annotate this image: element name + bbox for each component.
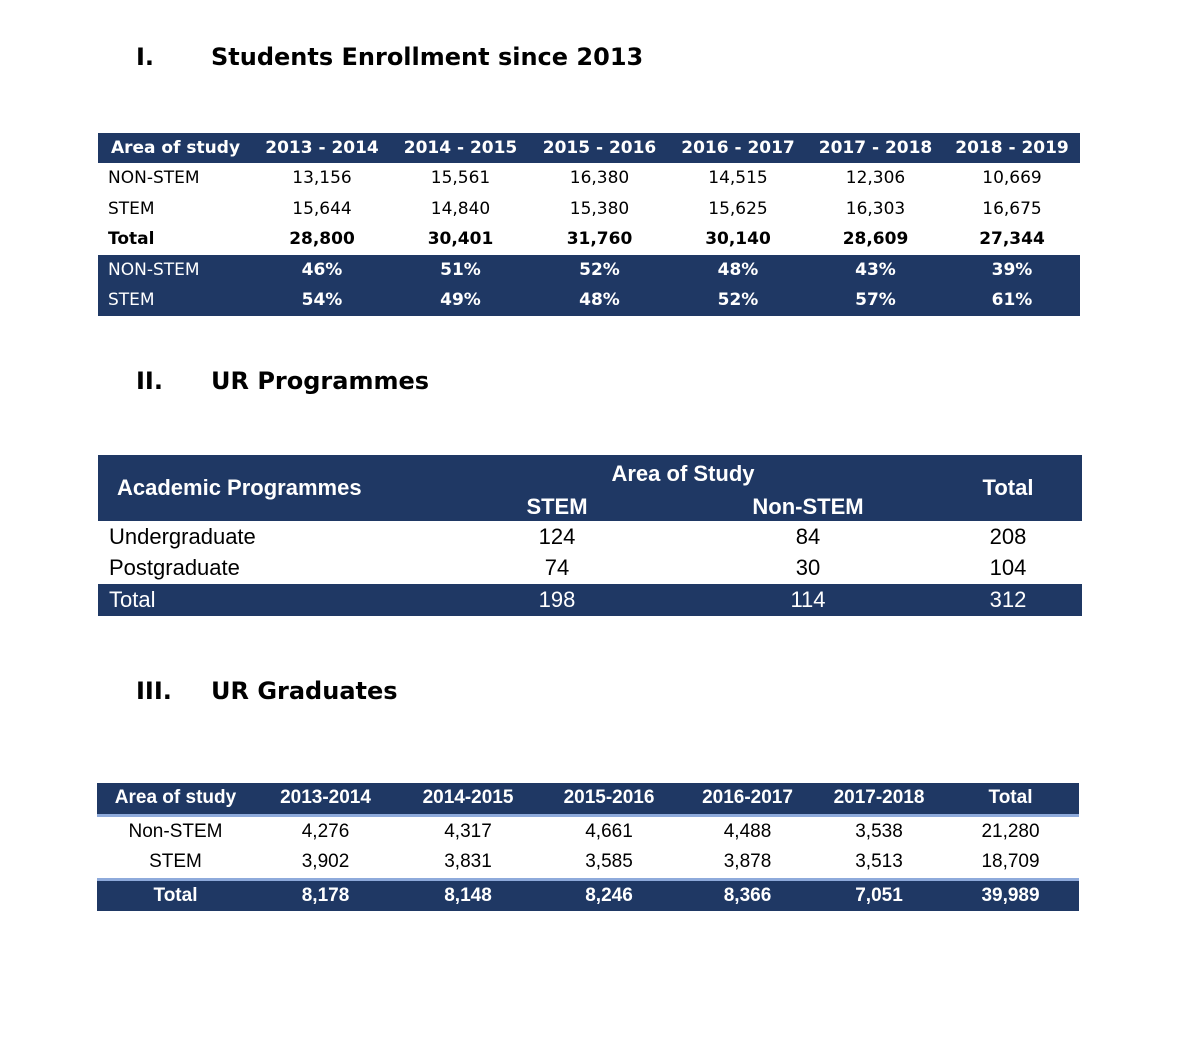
table-cell: 39,989 — [942, 879, 1079, 911]
table-cell: 27,344 — [979, 229, 1045, 250]
table-cell: 4,276 — [301, 820, 350, 842]
column-header: Area of study — [97, 783, 254, 815]
table-cell: 84 — [795, 523, 821, 549]
row-label: Total — [109, 586, 156, 612]
table-cell: 7,051 — [816, 879, 942, 911]
column-header: Area of study — [110, 138, 241, 158]
column-header: 2013-2014 — [254, 783, 397, 815]
table-cell: 39% — [991, 259, 1033, 280]
table-cell: 30,401 — [427, 229, 494, 250]
total-header: Total — [982, 475, 1034, 500]
table-percentage-row — [98, 285, 1080, 316]
table-cell: 28,800 — [289, 229, 355, 250]
table-total-row — [98, 224, 1080, 255]
programmes-table — [98, 455, 1082, 616]
row-label: STEM — [108, 290, 155, 311]
row-label: Total — [97, 879, 254, 911]
table-cell: 3,831 — [444, 851, 492, 873]
table-cell: 51% — [440, 259, 481, 280]
column-header: 2016 - 2017 — [681, 138, 795, 158]
graduates-table — [97, 783, 1079, 911]
table-cell: 198 — [538, 586, 576, 612]
table-cell: 48% — [579, 290, 620, 311]
table-cell: 31,760 — [566, 229, 633, 250]
table-total-row — [98, 584, 1082, 616]
table-cell: 15,380 — [569, 198, 630, 219]
table-header-row — [98, 133, 1080, 163]
table-cell: 16,675 — [982, 198, 1042, 219]
row-label: STEM — [149, 851, 202, 873]
table-cell: 14,515 — [708, 168, 768, 189]
table-cell: 4,488 — [723, 820, 772, 842]
table-row — [98, 194, 1080, 225]
column-header: 2015 - 2016 — [542, 138, 657, 158]
table-cell: 3,878 — [723, 851, 772, 873]
nonstem-header: Non-STEM — [752, 494, 864, 519]
table-cell: 114 — [790, 586, 826, 612]
table-cell: 15,561 — [430, 168, 491, 189]
table-header-row — [98, 455, 1082, 489]
table-cell: 74 — [544, 555, 570, 581]
row-label: NON-STEM — [108, 168, 200, 189]
section-3-numeral: III. — [136, 677, 172, 705]
row-label: NON-STEM — [108, 259, 200, 280]
column-header: 2016-2017 — [679, 783, 816, 815]
section-1-numeral: I. — [136, 43, 155, 71]
table-cell: 21,280 — [981, 820, 1040, 842]
table-row — [97, 815, 1079, 847]
table-cell: 312 — [989, 586, 1027, 612]
academic-programmes-header: Academic Programmes — [117, 475, 362, 500]
table-header-row — [97, 783, 1079, 815]
table-cell: 15,644 — [292, 198, 352, 219]
table-row — [98, 163, 1080, 194]
column-header: 2014-2015 — [397, 783, 539, 815]
row-label: Postgraduate — [109, 555, 240, 581]
table-cell: 48% — [717, 259, 759, 280]
row-label: STEM — [108, 198, 155, 219]
table-cell: 13,156 — [292, 168, 352, 189]
stem-header: STEM — [526, 494, 588, 519]
table-cell: 8,178 — [254, 879, 397, 911]
section-2-title: UR Programmes — [211, 367, 430, 395]
table-cell: 4,661 — [585, 820, 633, 842]
section-1-title: Students Enrollment since 2013 — [211, 43, 644, 71]
table-cell: 3,538 — [855, 820, 903, 842]
table-percentage-row — [98, 255, 1080, 286]
table-row — [98, 521, 1082, 553]
table-cell: 3,902 — [301, 851, 350, 873]
table-cell: 104 — [989, 555, 1027, 581]
table-cell: 57% — [855, 290, 896, 311]
column-header: 2015-2016 — [539, 783, 679, 815]
table-row — [97, 847, 1079, 879]
section-2-numeral: II. — [136, 367, 163, 395]
table-cell: 8,366 — [679, 879, 816, 911]
column-header: Total — [942, 783, 1079, 815]
row-label: Non-STEM — [128, 820, 223, 842]
column-header: 2017-2018 — [816, 783, 942, 815]
table-cell: 208 — [989, 523, 1027, 549]
table-cell: 3,585 — [585, 851, 633, 873]
table-cell: 30,140 — [705, 229, 771, 250]
table-cell: 54% — [301, 290, 343, 311]
table-cell: 8,246 — [539, 879, 679, 911]
row-label: Total — [108, 229, 155, 250]
column-header: 2018 - 2019 — [955, 138, 1069, 158]
table-cell: 4,317 — [444, 820, 492, 842]
table-cell: 15,625 — [708, 198, 768, 219]
table-row — [98, 553, 1082, 585]
row-label: Undergraduate — [109, 523, 256, 549]
table-cell: 43% — [855, 259, 896, 280]
table-cell: 16,303 — [845, 198, 906, 219]
table-cell: 49% — [440, 290, 481, 311]
table-cell: 12,306 — [845, 168, 906, 189]
section-3-title: UR Graduates — [211, 677, 398, 705]
table-cell: 30 — [795, 555, 821, 581]
table-total-row — [97, 879, 1079, 911]
table-cell: 14,840 — [430, 198, 491, 219]
table-cell: 52% — [579, 259, 620, 280]
table-cell: 10,669 — [982, 168, 1042, 189]
column-header: 2013 - 2014 — [265, 138, 379, 158]
table-cell: 61% — [991, 290, 1033, 311]
table-cell: 8,148 — [397, 879, 539, 911]
area-of-study-header: Area of Study — [611, 461, 755, 486]
table-cell: 18,709 — [981, 851, 1040, 873]
table-cell: 3,513 — [855, 851, 903, 873]
table-cell: 52% — [717, 290, 759, 311]
table-cell: 28,609 — [842, 229, 909, 250]
table-cell: 46% — [301, 259, 343, 280]
enrollment-table — [98, 133, 1080, 316]
column-header: 2017 - 2018 — [818, 138, 933, 158]
table-cell: 16,380 — [569, 168, 630, 189]
table-cell: 124 — [538, 523, 576, 549]
column-header: 2014 - 2015 — [403, 138, 518, 158]
